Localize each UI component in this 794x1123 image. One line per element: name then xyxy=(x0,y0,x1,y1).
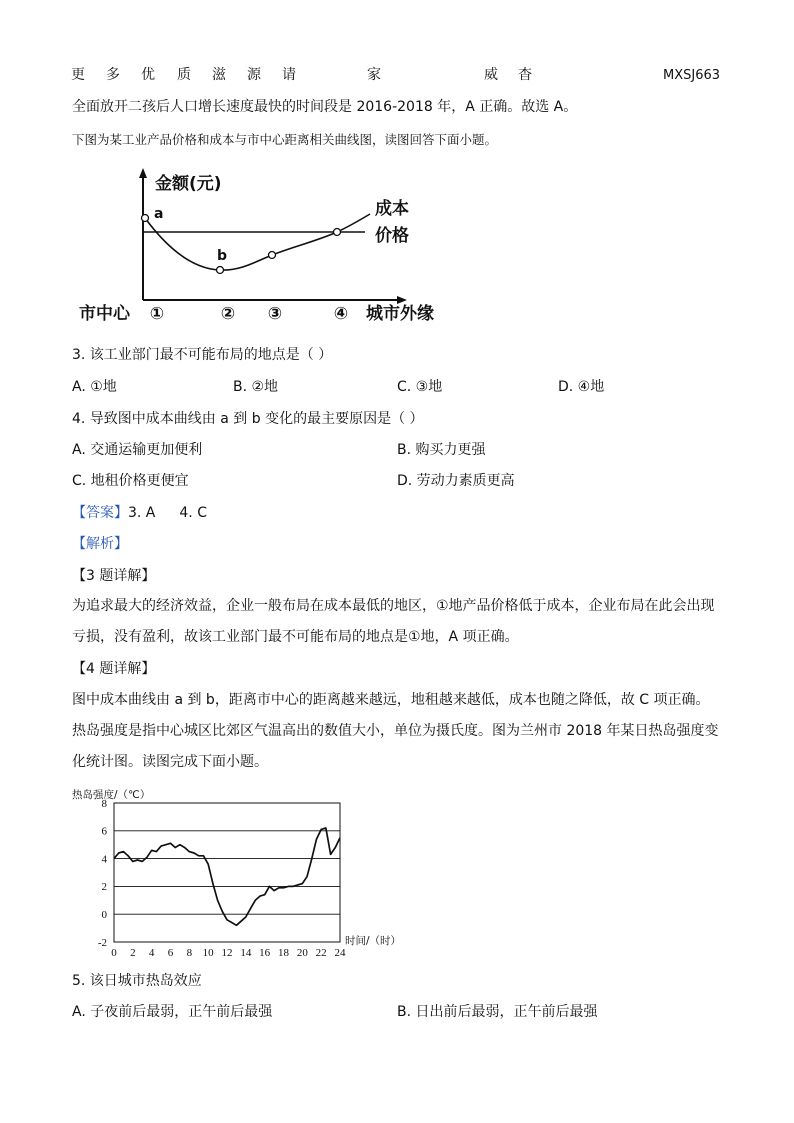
cost-price-diagram xyxy=(75,165,450,330)
question-4-option-c: C. 地租价格更便宜 xyxy=(72,473,189,489)
point-a-label: a xyxy=(154,206,164,222)
header-char: 源 xyxy=(247,67,261,83)
header-char: 威 xyxy=(484,67,498,83)
x-tick-label: 24 xyxy=(334,947,346,959)
point-b-marker xyxy=(217,267,224,274)
header-char: 杳 xyxy=(518,67,532,83)
detail-4-text: 图中成本曲线由 a 到 b，距离市中心的距离越来越远，地租越来越低，成本也随之降低，故 C 项正确。 xyxy=(72,692,710,708)
question-3-option-b: B. ②地 xyxy=(233,379,279,395)
detail-3-text: 为追求最大的经济效益，企业一般布局在成本最低的地区，①地产品价格低于成本，企业布局在此会出现亏损，没有盈利，故该工业部门最不可能布局的地点是①地，A 项正确。 xyxy=(72,598,715,645)
site-label-1: ① xyxy=(149,304,165,324)
header-char: 多 xyxy=(106,67,120,83)
y-tick-label: 8 xyxy=(101,797,107,810)
x-tick-label: 10 xyxy=(202,947,214,959)
x-axis-end-label: 城市外缘 xyxy=(366,304,434,324)
gridlines xyxy=(114,831,340,914)
analysis-tag: 【解析】 xyxy=(72,536,128,552)
question-intro-2: 热岛强度是指中心城区比郊区气温高出的数值大小，单位为摄氏度。图为兰州市 2018 年某日热岛强度变化统计图。读图完成下面小题。 xyxy=(72,723,719,770)
detail-4-heading: 【4 题详解】 xyxy=(72,661,156,677)
previous-answer-text: 全面放开二孩后人口增长速度最快的时间段是 2016-2018 年，A 正确。故选 A。 xyxy=(72,99,578,115)
cost-curve-label: 成本 xyxy=(375,199,409,219)
price-line-label: 价格 xyxy=(375,226,409,246)
x-axis-arrow xyxy=(397,296,407,304)
question-4-option-d: D. 劳动力素质更高 xyxy=(397,473,515,489)
x-tick-label: 20 xyxy=(296,947,308,959)
answer-item: 4. C xyxy=(179,505,207,521)
answer-line xyxy=(72,498,207,529)
answer-item: 3. A xyxy=(128,505,156,521)
site-label-2: ② xyxy=(220,304,236,324)
question-3-stem: 3. 该工业部门最不可能布局的地点是（ ） xyxy=(72,347,333,363)
x-tick-label: 4 xyxy=(148,947,155,959)
y-axis-label: 金额(元) xyxy=(155,174,222,194)
series-group xyxy=(114,828,340,925)
y-tick-labels xyxy=(98,798,108,949)
x-tick-labels xyxy=(111,947,346,959)
site-label-3: ③ xyxy=(267,304,283,324)
heat-island-chart xyxy=(65,785,420,960)
x-tick-label: 18 xyxy=(278,947,289,959)
question-5-option-a: A. 子夜前后最弱，正午前后最强 xyxy=(72,1004,273,1020)
cost-curve xyxy=(145,214,370,270)
curve-point-marker xyxy=(269,252,276,259)
plot-frame xyxy=(114,803,340,942)
site-label-4: ④ xyxy=(333,304,349,324)
detail-3-heading: 【3 题详解】 xyxy=(72,568,156,584)
question-3-option-c: C. ③地 xyxy=(397,379,443,395)
header-char: 优 xyxy=(141,67,155,83)
x-tick-label: 8 xyxy=(186,947,193,959)
x-tick-label: 14 xyxy=(240,947,252,959)
y-tick-label: -2 xyxy=(97,936,107,949)
header-char: 质 xyxy=(177,67,191,83)
origin-label: 市中心 xyxy=(79,304,130,324)
header-char: 更 xyxy=(71,67,85,83)
y-tick-label: 6 xyxy=(101,825,107,838)
chart-x-axis-label: 时间/（时） xyxy=(345,935,402,947)
question-3-option-d: D. ④地 xyxy=(558,379,605,395)
chart-y-axis-label: 热岛强度/（℃） xyxy=(72,789,151,801)
x-tick-label: 22 xyxy=(315,947,327,959)
question-4-option-b: B. 购买力更强 xyxy=(397,442,486,458)
point-a-marker xyxy=(142,215,149,222)
question-intro: 下图为某工业产品价格和成本与市中心距离相关曲线图，读图回答下面小题。 xyxy=(72,132,498,147)
y-axis-arrow xyxy=(139,168,147,178)
point-b-label: b xyxy=(217,248,228,264)
x-tick-label: 0 xyxy=(111,947,117,959)
x-tick-label: 6 xyxy=(167,947,174,959)
question-4-stem: 4. 导致图中成本曲线由 a 到 b 变化的最主要原因是（ ） xyxy=(72,411,424,427)
question-4-option-a: A. 交通运输更加便利 xyxy=(72,442,203,458)
header-char: 请 xyxy=(282,67,296,83)
question-5-option-b: B. 日出前后最弱，正午前后最强 xyxy=(397,1004,598,1020)
series-line xyxy=(114,828,340,925)
x-tick-label: 12 xyxy=(221,947,233,959)
question-3-option-a: A. ①地 xyxy=(72,379,117,395)
answer-tag: 【答案】 xyxy=(72,505,128,521)
y-tick-label: 2 xyxy=(101,881,107,894)
header-code: MXSJ663 xyxy=(663,68,721,83)
x-tick-label: 16 xyxy=(259,947,271,959)
x-tick-label: 2 xyxy=(130,947,136,959)
y-tick-label: 4 xyxy=(101,853,107,866)
y-tick-label: 0 xyxy=(101,909,107,921)
curve-point-marker xyxy=(334,229,341,236)
header-char: 家 xyxy=(367,67,381,83)
question-5-stem: 5. 该日城市热岛效应 xyxy=(72,973,202,989)
header-char: 滋 xyxy=(212,67,226,83)
